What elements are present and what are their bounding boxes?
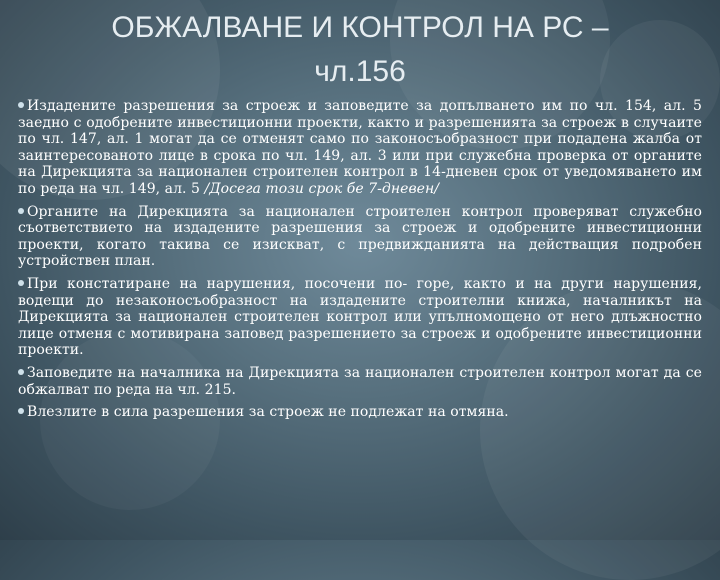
paragraph-text: Органите на Дирекцията за национален строителен контрол проверяват служебно съответствието на издадените разрешения за строеж и одобрените инвестиционни проекти, когато такива се изискват, с предвижданията на действащия подробен устройствен план. [18, 203, 702, 270]
bullet-icon [18, 208, 24, 214]
paragraph-italic-note: /Досега този срок бе 7-дневен/ [204, 180, 440, 197]
bullet-paragraph-3 [18, 276, 702, 359]
slide-title-line-2: чл.156 [314, 55, 406, 88]
bullet-icon [18, 369, 24, 375]
paragraph-text: При констатиране на нарушения, посочени по- горе, както и на други нарушения, водещи до незаконосъобразност на издадените строителни книжа, началникът на Дирекцията за национален строителен контрол или упълномощено от него длъжностно лице отменя с мотивирана заповед разрешението за строеж и одобрените инвестиционни проекти. [18, 275, 702, 359]
bullet-icon [18, 102, 24, 108]
paragraph-text: Заповедите на началника на Дирекцията за национален строителен контрол могат да се обжалват по реда на чл. 215. [18, 364, 702, 398]
slide-title [60, 6, 660, 94]
bullet-paragraph-4 [18, 365, 702, 398]
bullet-icon [18, 408, 24, 414]
slide-title-line-1: ОБЖАЛВАНЕ И КОНТРОЛ НА РС – [111, 11, 609, 44]
paragraph-text: Издадените разрешения за строеж и заповедите за допълването им по чл. 154, ал. 5 заедно с одобрените инвестиционни проекти, както и разрешенията за строеж в случаите по чл. 147, ал. 1 могат да се отменят само по законосъобразност при подадена жалба от заинтересованото лице в срока по чл. 149, ал. 3 или при служебна проверка от органите на Дирекцията за национален строителен контрол в 14-дневен срок от уведомяването им по реда на чл. 149, ал. 5 [18, 98, 702, 197]
bullet-paragraph-5 [18, 404, 702, 421]
bullet-paragraph-2 [18, 204, 702, 270]
bullet-icon [18, 280, 24, 286]
slide-body [18, 98, 702, 427]
paragraph-text: Влезлите в сила разрешения за строеж не подлежат на отмяна. [27, 404, 509, 421]
bullet-paragraph-1 [18, 98, 702, 198]
